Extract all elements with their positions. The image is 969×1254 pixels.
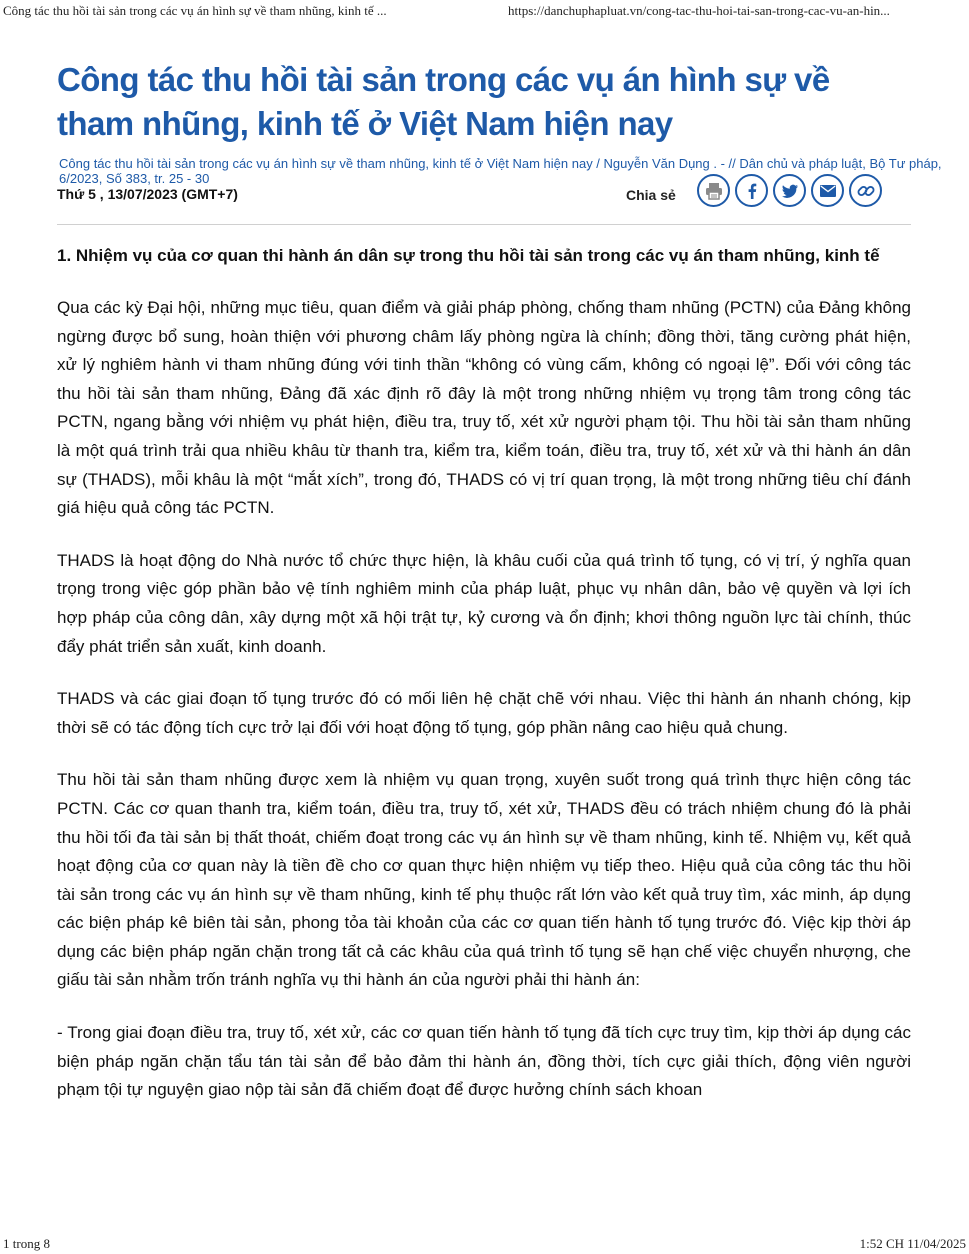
- link-icon[interactable]: [849, 174, 882, 207]
- share-label: Chia sẻ: [626, 187, 676, 203]
- article-title: Công tác thu hồi tài sản trong các vụ án hình sự về tham nhũng, kinh tế ở Việt Nam hiện nay: [57, 61, 830, 142]
- section-heading: 1. Nhiệm vụ của cơ quan thi hành án dân sự trong thu hồi tài sản trong các vụ án tham nhũng, kinh tế: [57, 246, 880, 265]
- print-header-url: https://danchuphapluat.vn/cong-tac-thu-hoi-tai-san-trong-cac-vu-an-hin...: [508, 3, 890, 18]
- email-icon[interactable]: [811, 174, 844, 207]
- paragraph-2: THADS là hoạt động do Nhà nước tổ chức thực hiện, là khâu cuối của quá trình tố tụng, có vị trí, ý nghĩa quan trọng trong việc góp phần bảo vệ tính nghiêm minh của pháp luật, phục vụ nhân dân, bảo vệ quyền và lợi ích hợp pháp của công dân, xây dựng một xã hội trật tự, kỷ cương và ổn định; khơi thông nguồn lực tài chính, thúc đẩy phát triển sản xuất, kinh doanh.: [57, 550, 911, 656]
- citation-link[interactable]: Công tác thu hồi tài sản trong các vụ án hình sự về tham nhũng, kinh tế ở Việt Nam hiện nay / Nguyễn Văn Dụng . - // Dân chủ và pháp luật, Bộ Tư pháp, 6/2023, Số 383, tr. 25 - 30: [59, 156, 942, 186]
- meta-row: [57, 184, 911, 225]
- twitter-icon[interactable]: [773, 174, 806, 207]
- share-icons: [697, 174, 882, 207]
- print-footer: [0, 1236, 969, 1254]
- publish-date: Thứ 5 , 13/07/2023 (GMT+7): [57, 186, 238, 202]
- print-timestamp: 1:52 CH 11/04/2025: [859, 1236, 966, 1251]
- print-header: [0, 0, 969, 20]
- print-icon[interactable]: [697, 174, 730, 207]
- article: [57, 58, 942, 1105]
- paragraph-3: THADS và các giai đoạn tố tụng trước đó có mối liên hệ chặt chẽ với nhau. Việc thi hành án nhanh chóng, kịp thời sẽ có tác động tích cực trở lại đối với hoạt động tố tụng, góp phần nâng cao hiệu quả chung.: [57, 689, 911, 737]
- paragraph-1: Qua các kỳ Đại hội, những mục tiêu, quan điểm và giải pháp phòng, chống tham nhũng (PCTN) của Đảng không ngừng được bổ sung, hoàn thiện với phương châm lấy phòng ngừa là chính; đồng thời, tăng cường phát hiện, xử lý nghiêm hành vi tham nhũng đúng với tinh thần “không có vùng cấm, không có ngoại lệ”. Đối với công tác thu hồi tài sản tham nhũng, Đảng đã xác định rõ đây là một trong những nhiệm vụ trọng tâm trong công tác PCTN, ngang bằng với nhiệm vụ phát hiện, điều tra, truy tố, xét xử người phạm tội. Thu hồi tài sản tham nhũng là một quá trình trải qua nhiều khâu từ thanh tra, kiểm tra, kiểm toán, điều tra, truy tố, xét xử và thi hành án dân sự (THADS), mỗi khâu là một “mắt xích”, trong đó, THADS có vị trí quan trọng, là một trong những tiêu chí đánh giá hiệu quả công tác PCTN.: [57, 298, 911, 518]
- page-counter: 1 trong 8: [3, 1236, 50, 1251]
- print-header-title: Công tác thu hồi tài sản trong các vụ án hình sự về tham nhũng, kinh tế ...: [3, 3, 387, 18]
- paragraph-5: - Trong giai đoạn điều tra, truy tố, xét xử, các cơ quan tiến hành tố tụng đã tích cực truy tìm, kịp thời áp dụng các biện pháp ngăn chặn tẩu tán tài sản để bảo đảm thi hành án, đồng thời, tích cực giải thích, động viên người phạm tội tự nguyện giao nộp tài sản đã chiếm đoạt để được hưởng chính sách khoan: [57, 1023, 911, 1100]
- paragraph-4: Thu hồi tài sản tham nhũng được xem là nhiệm vụ quan trọng, xuyên suốt trong quá trình thực hiện công tác PCTN. Các cơ quan thanh tra, kiểm toán, điều tra, truy tố, xét xử, THADS đều có trách nhiệm chung đó là phải thu hồi tối đa tài sản bị thất thoát, chiếm đoạt trong các vụ án hình sự về tham nhũng, kinh tế. Nhiệm vụ, kết quả hoạt động của cơ quan này là tiền đề cho cơ quan thực hiện nhiệm vụ tiếp theo. Hiệu quả của công tác thu hồi tài sản trong các vụ án hình sự về tham nhũng, kinh tế phụ thuộc rất lớn vào kết quả truy tìm, xác minh, áp dụng các biện pháp kê biên tài sản, phong tỏa tài khoản của các cơ quan tiến hành tố tụng trước đó. Việc kịp thời áp dụng các biện pháp ngăn chặn trong tất cả các khâu của quá trình tố tụng sẽ hạn chế việc chuyển nhượng, che giấu tài sản nhằm trốn tránh nghĩa vụ thi hành án của người phải thi hành án:: [57, 770, 911, 990]
- facebook-icon[interactable]: [735, 174, 768, 207]
